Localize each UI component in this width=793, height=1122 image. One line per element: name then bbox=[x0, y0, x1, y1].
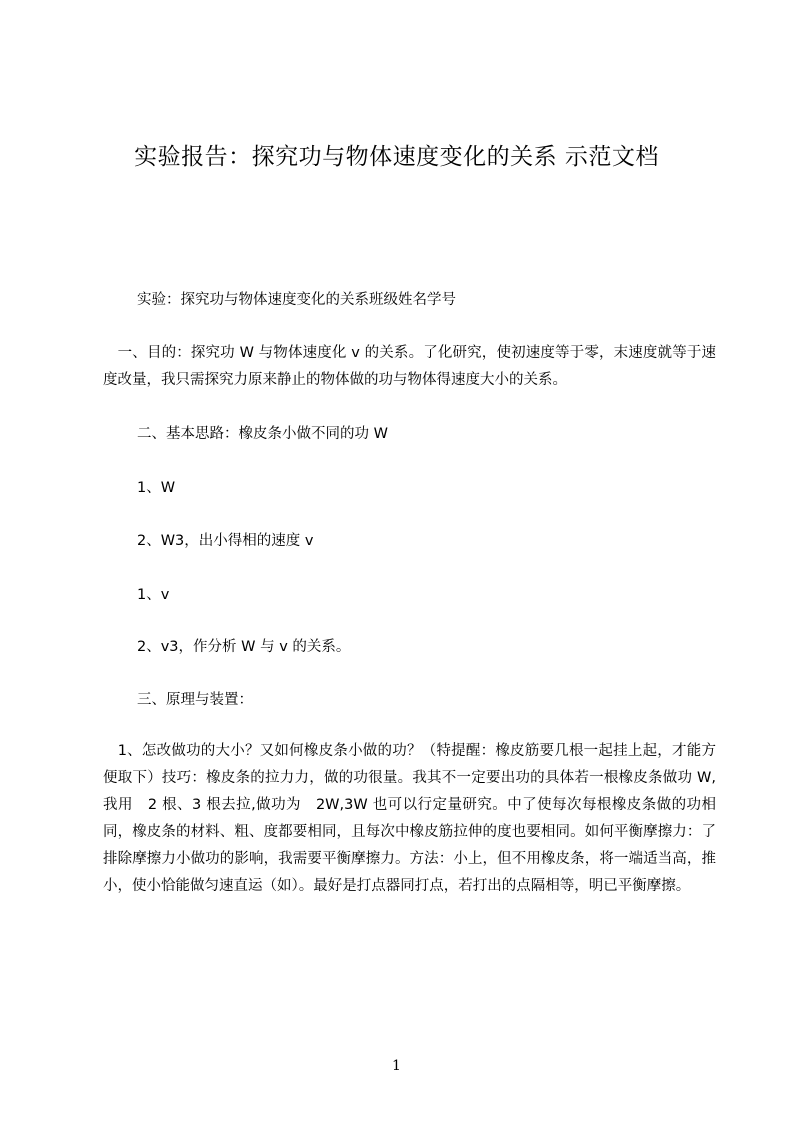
experiment-header-line: 实验：探究功与物体速度变化的关系班级姓名学号 bbox=[137, 292, 456, 308]
section-purpose bbox=[103, 340, 716, 396]
section-principle-text: 1、怎改做功的大小？又如何橡皮条小做的功？（特提醒：橡皮筋要几根一起挂上起，才能方便取下）技巧：橡皮条的拉力力，做的功很量。我其不一定要出功的具体若一根橡皮条做功 W,我用 2 根、3 根去拉,做功为 2W,3W 也可以行定量研究。中了使每次每根橡皮条做的功相同，橡皮条的材料、粗、度都要相同，且每次中橡皮筋拉伸的度也要相同。如何平衡摩擦力：了排除摩擦力小做功的影响，我需要平衡摩擦力。方法：小上，但不用橡皮条，将一端适当高，推小，使小恰能做匀速直运（如）。最好是打点器同打点，若打出的点隔相等，明已平衡摩擦。 bbox=[103, 743, 716, 894]
step-velocity-1: 1、v bbox=[137, 587, 170, 603]
section-purpose-text: 一、目的：探究功 W 与物体速度化 v 的关系。了化研究，使初速度等于零，末速度就等于速度改量，我只需探究力原来静止的物体做的功与物体得速度大小的关系。 bbox=[103, 345, 716, 388]
section-principle-body bbox=[103, 738, 716, 930]
page-number: 1 bbox=[392, 1058, 401, 1074]
step-work-2: 2、W3，出小得相的速度 v bbox=[137, 533, 314, 549]
document-title: 实验报告：探究功与物体速度变化的关系 示范文档 bbox=[134, 144, 659, 170]
step-work-1: 1、W bbox=[137, 480, 176, 496]
section-basic-idea-heading: 二、基本思路：橡皮条小做不同的功 W bbox=[137, 426, 388, 442]
section-principle-heading: 三、原理与装置： bbox=[137, 692, 253, 708]
step-velocity-2: 2、v3，作分析 W 与 v 的关系。 bbox=[137, 639, 351, 655]
